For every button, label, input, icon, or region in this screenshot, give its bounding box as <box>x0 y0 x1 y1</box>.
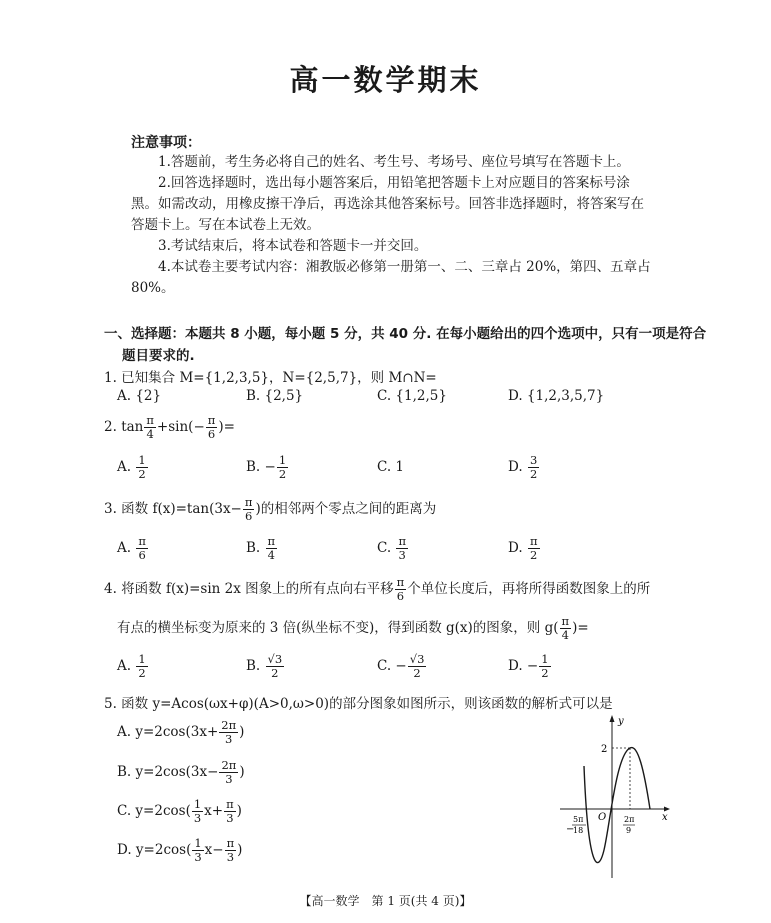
notice-line-6: 4.本试卷主要考试内容：湘教版必修第一册第一、二、三章占 20%，第四、五章占 <box>158 259 651 275</box>
cosine-curve <box>584 748 650 863</box>
left-tick-denominator: 18 <box>573 826 584 835</box>
page-title: 高一数学期末 <box>289 63 482 97</box>
q1-option-b: B. {2,5} <box>246 388 304 404</box>
q4-option-b: B. $\frac{√3}{2}$ <box>246 652 283 680</box>
q2-option-a: A. $\frac{1}{2}$ <box>117 453 146 481</box>
left-tick-sign: − <box>566 824 575 835</box>
section-heading-line1: 一、选择题：本题共 8 小题，每小题 5 分，共 40 分. 在每小题给出的四个选项中，只有一项是符合 <box>104 326 707 342</box>
q2-stem: 2. tan $\frac{\pi}{4}$ +sin(− $\frac{\pi}{6}$ )= <box>104 413 235 441</box>
q1-option-c: C. {1,2,5} <box>377 388 447 404</box>
notice-line-7: 80%。 <box>131 280 175 296</box>
q5-stem: 5. 函数 y=Acos(ωx+φ)(A>0,ω>0)的部分图象如图所示，则该函数的解析式可以是 <box>104 696 613 712</box>
q1-stem: 1. 已知集合 M={1,2,3,5}，N={2,5,7}，则 M∩N= <box>104 370 437 386</box>
q4-option-d: D. − $\frac{1}{2}$ <box>508 652 549 680</box>
notice-line-1: 1.答题前，考生务必将自己的姓名、考生号、考场号、座位号填写在答题卡上。 <box>158 154 630 170</box>
notice-line-2: 2.回答选择题时，选出每小题答案后，用铅笔把答题卡上对应题目的答案标号涂 <box>158 175 630 191</box>
q2-option-d: D. $\frac{3}{2}$ <box>508 453 538 481</box>
q4-stem-line1: 4. 将函数 f(x)=sin 2x 图象上的所有点向右平移 $\frac{\pi}{6}$ 个单位长度后，再将所得函数图象上的所 <box>104 575 651 603</box>
q5-option-a: A. y=2cos(3x+ $\frac{2\pi}{3}$ ) <box>117 718 245 746</box>
max-value-label: 2 <box>601 744 608 755</box>
notice-heading: 注意事项： <box>131 135 201 151</box>
q4-option-c: C. − $\frac{√3}{2}$ <box>377 652 425 680</box>
q5-option-b: B. y=2cos(3x− $\frac{2\pi}{3}$ ) <box>117 758 245 786</box>
right-tick-numerator: 2π <box>624 815 635 824</box>
q2-option-c: C. 1 <box>377 459 405 475</box>
q1-option-a: A. {2} <box>117 388 162 404</box>
right-tick-denominator: 9 <box>626 826 632 835</box>
x-axis-arrow <box>664 807 670 812</box>
q4-stem-line2: 有点的横坐标变为原来的 3 倍(纵坐标不变)，得到函数 g(x)的图象，则 g( $\frac{\pi}{4}$ )= <box>117 614 589 642</box>
section-heading-line2: 题目要求的. <box>122 348 195 364</box>
q4-option-a: A. $\frac{1}{2}$ <box>117 652 146 680</box>
origin-label: O <box>598 812 607 823</box>
left-tick-numerator: 5π <box>573 815 584 824</box>
x-axis-label: x <box>662 812 668 823</box>
q3-option-b: B. $\frac{\pi}{4}$ <box>246 534 276 562</box>
notice-line-4: 答题卡上。写在本试卷上无效。 <box>131 217 320 233</box>
cosine-graph <box>558 710 678 880</box>
page-footer: 【高一数学 第 1 页(共 4 页)】 <box>299 894 472 908</box>
q1-option-d: D. {1,2,3,5,7} <box>508 388 605 404</box>
q5-option-d: D. y=2cos( $\frac{1}{3}$ x− $\frac{\pi}{3}$ ) <box>117 836 243 864</box>
y-axis-arrow <box>610 715 615 722</box>
q2-option-b: B. − $\frac{1}{2}$ <box>246 453 287 481</box>
q3-stem: 3. 函数 f(x)=tan(3x− $\frac{\pi}{6}$ )的相邻两个零点之间的距离为 <box>104 495 437 523</box>
notice-line-5: 3.考试结束后，将本试卷和答题卡一并交回。 <box>158 238 428 254</box>
y-axis-label: y <box>618 716 624 727</box>
notice-line-3: 黑。如需改动，用橡皮擦干净后，再选涂其他答案标号。回答非选择题时，将答案写在 <box>131 196 644 212</box>
q5-option-c: C. y=2cos( $\frac{1}{3}$ x+ $\frac{\pi}{3}$ ) <box>117 797 242 825</box>
q3-option-c: C. $\frac{\pi}{3}$ <box>377 534 406 562</box>
q3-option-d: D. $\frac{\pi}{2}$ <box>508 534 538 562</box>
q3-option-a: A. $\frac{\pi}{6}$ <box>117 534 146 562</box>
